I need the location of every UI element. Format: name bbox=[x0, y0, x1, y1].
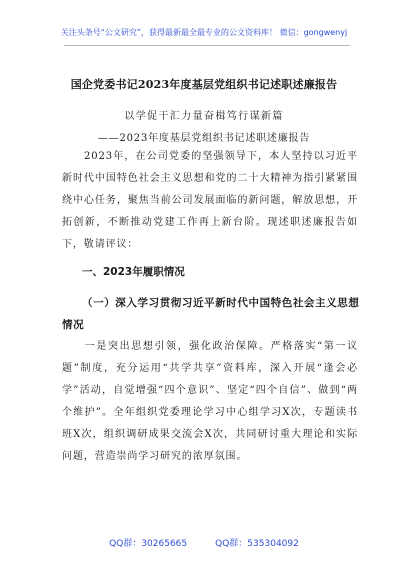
footer-qq-group-2: QQ群：535304092 bbox=[215, 539, 299, 549]
header-promo-banner: 关注头条号“公文研究”，获得最新最全最专业的公文资料库！ 微信：gongwenyj bbox=[60, 28, 348, 37]
intro-paragraph bbox=[62, 146, 358, 256]
document-title: 国企党委书记2023年度基层党组织书记述职述廉报告 bbox=[70, 78, 338, 91]
footer-contact bbox=[0, 536, 408, 549]
subsection-heading-text: （一）深入学习贯彻习近平新时代中国特色社会主义思想情况 bbox=[62, 297, 360, 331]
subsection-heading bbox=[62, 292, 360, 336]
body-paragraph-text: 一是突出思想引领，强化政治保障。严格落实“第一议题”制度，充分运用“共学共享”资料库，深入开展“逢会必学”活动，自觉增强“四个意识”、坚定“四个自信”、做到“两个维护”。全年组织党委理论学习中心组学习X次，专题读书班X次，组织调研成果交流会X次，共同研讨重大理论和实际问题，营造崇尚学习研究的浓厚氛围。 bbox=[62, 341, 358, 462]
document-subtitle: 以学促干汇力量奋楫笃行谋新篇 bbox=[124, 111, 284, 122]
intro-paragraph-text: 2023年，在公司党委的坚强领导下，本人坚持以习近平新时代中国特色社会主义思想和党的二十大精神为指引紧紧围绕中心任务，聚焦当前公司发展面临的新问题，解放思想，开拓创新，不断推动党建工作再上新台阶。现述职述廉报告如下，敬请评议： bbox=[62, 151, 358, 250]
section-heading: 一、2023年履职情况 bbox=[82, 266, 185, 278]
document-subtitle-secondary: ——2023年度基层党组织书记述职述廉报告 bbox=[97, 133, 311, 144]
body-paragraph bbox=[62, 336, 358, 468]
header-divider bbox=[64, 45, 350, 46]
footer-qq-group-1: QQ群：30265665 bbox=[109, 539, 188, 549]
